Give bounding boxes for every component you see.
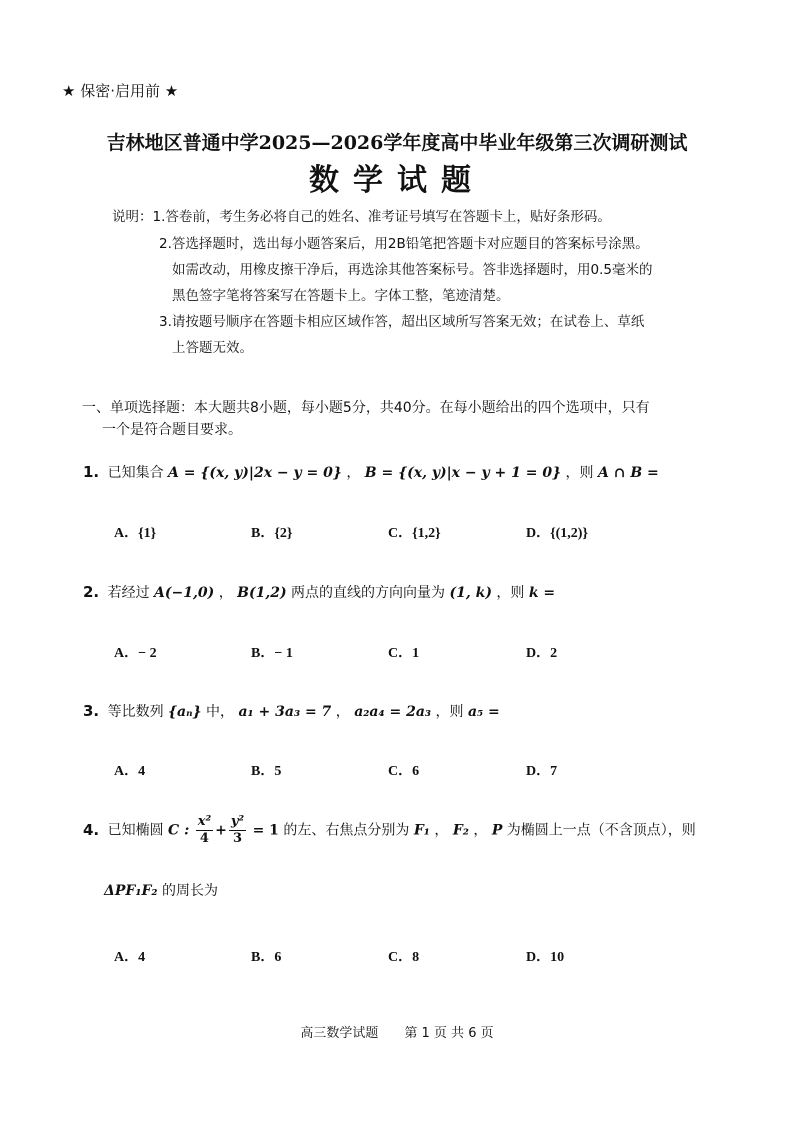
exam-header: 吉林地区普通中学2025—2026学年度高中毕业年级第三次调研测试 (106, 132, 688, 154)
math-expression: a₅ = (467, 704, 500, 720)
question-2-option-c: C．1 (388, 646, 420, 661)
instructions-item-2-line-1: 2.答选择题时，选出每小题答案后，用2B铅笔把答题卡对应题目的答案标号涂黑。 (159, 236, 649, 252)
question-3-option-d: D．7 (526, 764, 558, 779)
fraction-numerator: x² (197, 814, 212, 829)
page-title: 数学试题 (309, 163, 485, 198)
question-4-option-b: B．6 (251, 950, 282, 965)
instructions-item-3-line-1: 3.请按题号顺序在答题卡相应区域作答，超出区域所写答案无效；在试卷上、草纸 (159, 314, 645, 330)
question-2 (83, 582, 555, 602)
math-expression: B = {(x, y)|x − y + 1 = 0} (364, 465, 562, 481)
fraction-numerator: y² (230, 814, 245, 829)
question-1-option-c: C．{1,2} (388, 526, 441, 541)
question-number: 2. (83, 583, 100, 601)
plus-sign: + (215, 822, 227, 839)
math-expression: A ∩ B = (598, 465, 659, 481)
math-expression: C : (168, 822, 190, 839)
confidential-mark: ★ 保密·启用前 ★ (62, 82, 179, 100)
question-text: ，则 (565, 465, 594, 481)
question-text: 两点的直线的方向向量为 (291, 585, 446, 601)
math-expression: F₂ (452, 822, 469, 839)
question-1-option-a: A．{1} (114, 526, 157, 541)
question-text: ， (473, 822, 488, 839)
math-expression: B(1,2) (237, 585, 287, 601)
question-4-option-a: A．4 (114, 950, 146, 965)
question-2-option-a: A．− 2 (114, 646, 157, 661)
math-expression: a₂a₄ = 2a₃ (354, 704, 432, 720)
math-expression: P (491, 822, 503, 839)
math-expression: a₁ + 3a₃ = 7 (238, 704, 332, 720)
question-4-option-c: C．8 (388, 950, 420, 965)
fraction-y (229, 814, 246, 847)
instructions-text-1: 1.答卷前，考生务必将自己的姓名、准考证号填写在答题卡上，贴好条形码。 (152, 209, 611, 225)
question-2-option-b: B．− 1 (251, 646, 293, 661)
question-3-option-b: B．5 (251, 764, 282, 779)
question-text: 已知集合 (107, 465, 164, 481)
question-2-option-d: D．2 (526, 646, 558, 661)
question-text: ， (434, 822, 449, 839)
question-1 (83, 462, 659, 482)
question-text: 为椭圆上一点（不含顶点），则 (506, 822, 696, 839)
question-3 (83, 701, 500, 721)
section-heading-line-2: 一个是符合题目要求。 (102, 422, 242, 438)
question-4-option-d: D．10 (526, 950, 565, 965)
math-expression: k = (528, 585, 556, 601)
fraction-x (196, 814, 213, 847)
question-text: 等比数列 (107, 704, 164, 720)
question-text: ， (335, 704, 350, 720)
question-3-option-c: C．6 (388, 764, 420, 779)
math-expression: (1, k) (449, 585, 492, 601)
question-4-continued (104, 880, 218, 900)
instructions-label: 说明： (112, 209, 153, 225)
question-text: ，则 (496, 585, 525, 601)
section-heading-line-1: 一、单项选择题：本大题共8小题，每小题5分，共40分。在每小题给出的四个选项中，只有 (82, 400, 650, 416)
question-text: 已知椭圆 (107, 822, 164, 839)
question-text: 的周长为 (162, 883, 218, 899)
page-footer: 高三数学试题 第 1 页 共 6 页 (300, 1026, 494, 1041)
question-text: 若经过 (107, 585, 150, 601)
instructions-item-1 (112, 205, 611, 225)
instructions-item-3-line-2: 上答题无效。 (172, 340, 253, 356)
question-1-option-d: D．{(1,2)} (526, 526, 588, 541)
math-expression: A(−1,0) (154, 585, 215, 601)
instructions-item-2-line-2: 如需改动，用橡皮擦干净后，再选涂其他答案标号。答非选择题时，用0.5毫米的 (172, 262, 653, 278)
math-expression: {aₙ} (168, 704, 202, 720)
fraction-denominator: 3 (232, 831, 243, 846)
math-expression: A = {(x, y)|2x − y = 0} (168, 465, 342, 481)
question-3-option-a: A．4 (114, 764, 146, 779)
question-text: ，则 (435, 704, 464, 720)
math-expression: F₁ (413, 822, 430, 839)
question-number: 1. (83, 463, 100, 481)
question-1-option-b: B．{2} (251, 526, 293, 541)
question-4 (83, 814, 696, 847)
question-text: ， (346, 465, 361, 481)
fraction-denominator: 4 (199, 831, 209, 846)
math-expression: ΔPF₁F₂ (104, 883, 158, 899)
question-text: ， (218, 585, 233, 601)
question-number: 4. (83, 820, 100, 839)
math-expression: = 1 (252, 822, 279, 839)
question-number: 3. (83, 702, 100, 720)
question-text: 的左、右焦点分别为 (283, 822, 410, 839)
question-text: 中， (206, 704, 234, 720)
instructions-item-2-line-3: 黑色签字笔将答案写在答题卡上。字体工整，笔迹清楚。 (172, 288, 510, 304)
